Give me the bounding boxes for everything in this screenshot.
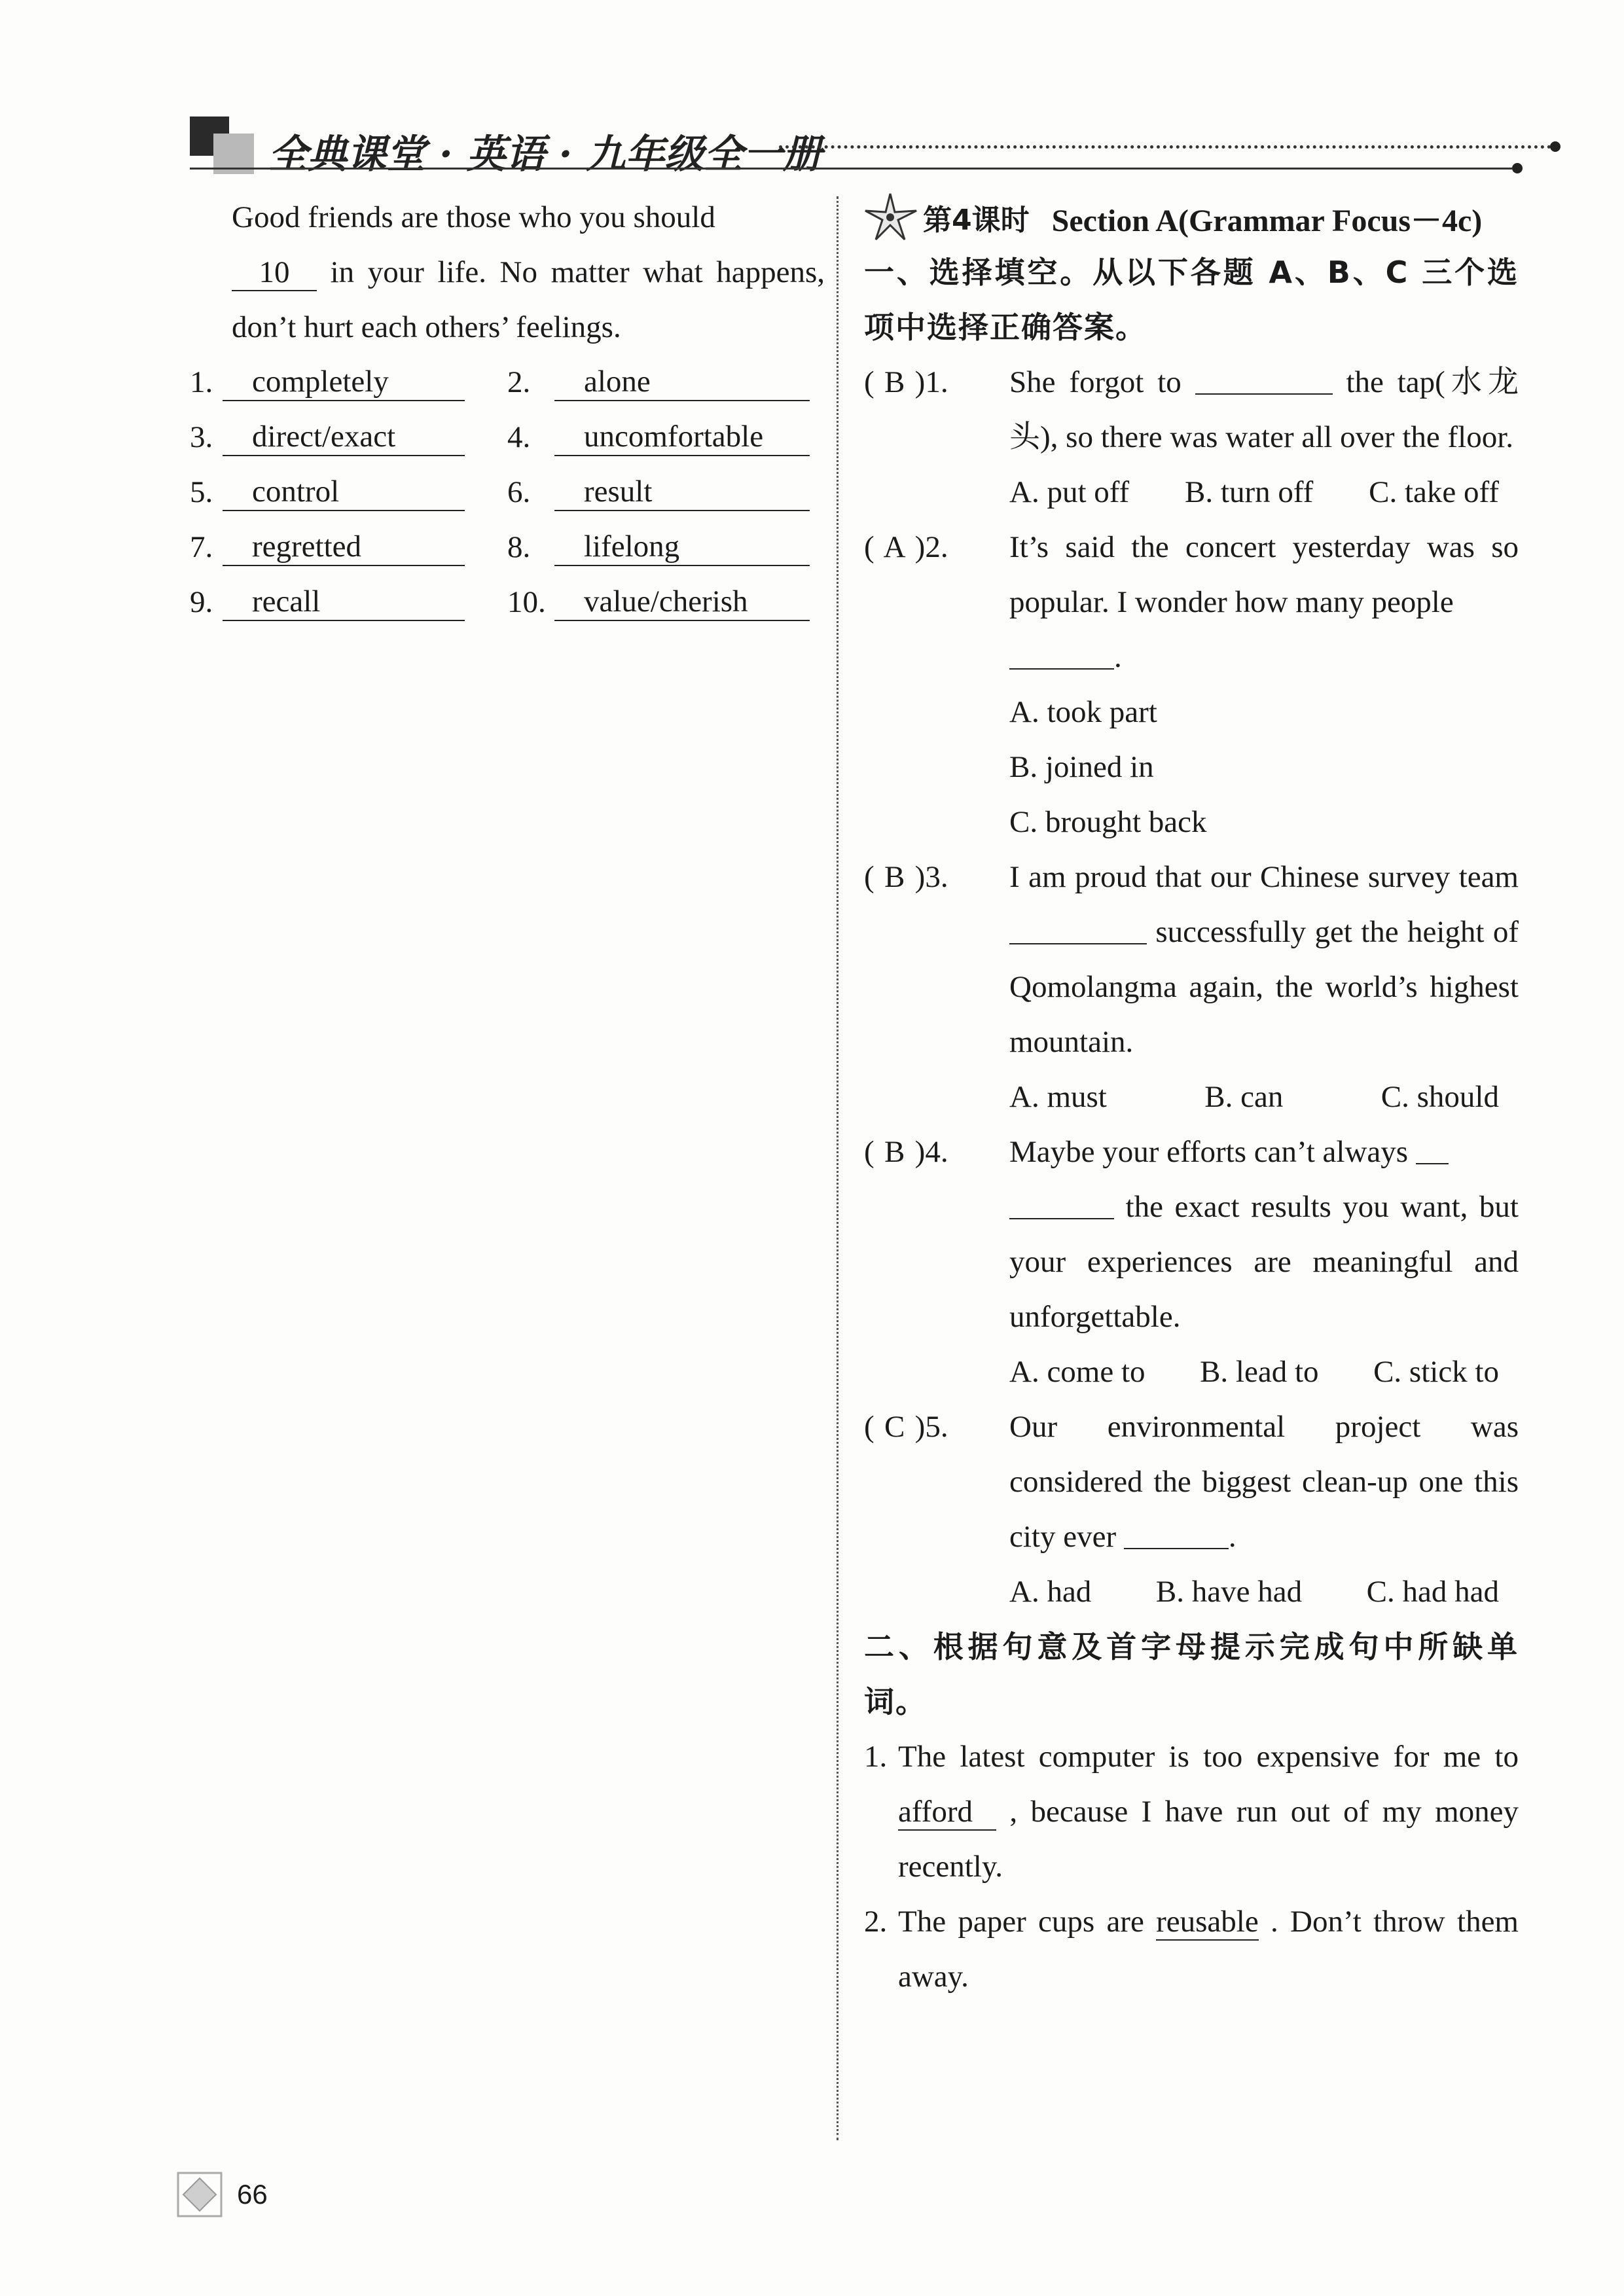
question-text-after: successfully get the height of Qomolangma again, the world’s highest mountain. xyxy=(1009,915,1519,1059)
fill-item xyxy=(864,1729,1519,1894)
answer-letter: A xyxy=(883,530,906,564)
passage-text-before: Good friends are those who you should xyxy=(232,200,715,234)
page-footer xyxy=(177,2172,268,2217)
question-text-after: the tap(水龙头), so there was water all over the floor. xyxy=(1009,365,1519,454)
question-text xyxy=(1009,355,1519,465)
option-c: C. take off xyxy=(1369,475,1499,509)
options-row xyxy=(864,1564,1519,1619)
option-a: A. took part xyxy=(1009,695,1157,729)
diamond-icon xyxy=(177,2172,223,2217)
fill-number: 2. xyxy=(864,1905,888,1939)
question-item xyxy=(864,355,1519,465)
answer-number: 6. xyxy=(507,475,531,509)
option-b: B. joined in xyxy=(1009,750,1154,784)
answer-blank xyxy=(1124,1517,1229,1549)
section-2-heading: 二、根据句意及首字母提示完成句中所缺单词。 xyxy=(864,1629,1519,1719)
answer-number: 7. xyxy=(190,529,213,564)
question-item xyxy=(864,1124,1519,1344)
fill-text-before: The latest computer is too expensive for me to xyxy=(898,1740,1519,1774)
option-b: B. turn off xyxy=(1185,475,1314,509)
answer-letter: B xyxy=(884,365,905,399)
answer-blank xyxy=(1195,363,1333,395)
answer-item xyxy=(507,473,825,511)
option-b: B. can xyxy=(1204,1080,1284,1114)
question-text xyxy=(1009,850,1519,1069)
answer-key xyxy=(190,355,825,630)
option-c: C. had had xyxy=(1366,1575,1499,1609)
answer-row xyxy=(190,410,825,465)
question-text-after: . xyxy=(1228,1520,1236,1554)
question-text xyxy=(1009,1399,1519,1564)
passage-text-after: in your life. No matter what happens, don’t hurt each others’ feelings. xyxy=(232,255,825,344)
answer-text: direct/exact xyxy=(223,418,465,456)
question-text-before: Our environmental project was considered the biggest clean-up one this city ever xyxy=(1009,1410,1519,1554)
fill-text xyxy=(898,1894,1519,2004)
header-rule xyxy=(190,168,1512,170)
header-title: 全典课堂 · 英语 · 九年级全一册 xyxy=(268,132,822,177)
option-a: A. must xyxy=(1009,1080,1107,1114)
fill-text-after: . Don’t throw them away. xyxy=(898,1905,1519,1994)
option-b: B. have had xyxy=(1155,1575,1303,1609)
answer-number: 9. xyxy=(190,584,213,619)
header-dotted-line xyxy=(779,145,1551,149)
answer-bracket: ( B )1. xyxy=(864,355,1009,465)
question-item xyxy=(864,850,1519,1069)
lesson-section: Section A(Grammar Focus－4c) xyxy=(1051,203,1483,238)
question-text-after: . xyxy=(1114,640,1122,674)
answer-number: 3. xyxy=(190,420,213,454)
fill-item xyxy=(864,1894,1519,2004)
sparkle-star-icon xyxy=(864,191,920,243)
question-text xyxy=(1009,520,1519,685)
answer-bracket: ( B )4. xyxy=(864,1124,1009,1344)
page-header xyxy=(190,117,1525,175)
question-number: 3. xyxy=(925,860,948,894)
question-text-before: It’s said the concert yesterday was so popular. I wonder how many people xyxy=(1009,530,1519,619)
question-text-after: the exact results you want, but your experiences are meaningful and unforgettable. xyxy=(1009,1190,1519,1334)
answer-item xyxy=(190,528,507,566)
header-dot xyxy=(1550,141,1561,152)
answer-number: 2. xyxy=(507,365,531,399)
option-a: A. come to xyxy=(1009,1355,1146,1389)
option-c: C. should xyxy=(1380,1080,1499,1114)
question-number: 4. xyxy=(925,1135,948,1169)
answer-bracket: ( C )5. xyxy=(864,1399,1009,1564)
answer-text: completely xyxy=(223,363,465,401)
answer-text: control xyxy=(223,473,465,511)
column-divider xyxy=(837,196,839,2140)
fill-answer: afford xyxy=(898,1794,996,1831)
answer-letter: B xyxy=(884,1135,905,1169)
lesson-number: 第4课时 xyxy=(923,204,1030,237)
option-a: A. put off xyxy=(1009,475,1130,509)
answer-blank xyxy=(1009,912,1147,944)
question-text-before: I am proud that our Chinese survey team xyxy=(1009,860,1519,894)
fill-text-before: The paper cups are xyxy=(898,1905,1144,1939)
answer-number: 8. xyxy=(507,529,531,564)
option-a: A. had xyxy=(1009,1575,1092,1609)
options-row xyxy=(864,1344,1519,1399)
question-text xyxy=(1009,1124,1519,1344)
answer-number: 5. xyxy=(190,475,213,509)
answer-letter: B xyxy=(884,860,905,894)
option-b: B. lead to xyxy=(1200,1355,1319,1389)
left-column xyxy=(190,190,825,630)
answer-text: value/cherish xyxy=(554,583,810,621)
answer-text: recall xyxy=(223,583,465,621)
option-c: C. brought back xyxy=(1009,805,1207,839)
answer-bracket: ( A )2. xyxy=(864,520,1009,685)
page-number: 66 xyxy=(237,2179,268,2210)
question-number: 2. xyxy=(925,530,948,564)
passage-ending xyxy=(190,190,825,355)
options-column xyxy=(864,685,1519,850)
answer-number: 1. xyxy=(190,365,213,399)
answer-text: uncomfortable xyxy=(554,418,810,456)
lesson-title xyxy=(864,190,1519,245)
question-number: 5. xyxy=(925,1410,948,1444)
section-1-heading: 一、选择填空。从以下各题 A、B、C 三个选项中选择正确答案。 xyxy=(864,255,1519,345)
answer-item xyxy=(507,363,825,401)
answer-text: alone xyxy=(554,363,810,401)
fill-text xyxy=(898,1729,1519,1894)
header-rule-dot xyxy=(1512,163,1523,173)
options-row xyxy=(864,1069,1519,1124)
question-item xyxy=(864,1399,1519,1564)
question-text-before: She forgot to xyxy=(1009,365,1182,399)
answer-text: lifelong xyxy=(554,528,810,566)
answer-bracket: ( B )3. xyxy=(864,850,1009,1069)
answer-item xyxy=(507,528,825,566)
question-item xyxy=(864,520,1519,685)
answer-row xyxy=(190,575,825,630)
answer-blank-continued xyxy=(1009,1187,1114,1219)
options-row xyxy=(864,465,1519,520)
answer-item xyxy=(190,418,507,456)
answer-number: 4. xyxy=(507,420,531,454)
fill-answer: reusable xyxy=(1156,1904,1259,1941)
option-c: C. stick to xyxy=(1373,1355,1499,1389)
fill-text-after: , because I have run out of my money recently. xyxy=(898,1795,1519,1884)
fill-number: 1. xyxy=(864,1740,888,1774)
answer-item xyxy=(507,418,825,456)
answer-item xyxy=(190,473,507,511)
answer-blank xyxy=(1009,637,1114,670)
answer-item xyxy=(190,583,507,621)
answer-number: 10. xyxy=(507,584,546,619)
answer-letter: C xyxy=(884,1410,905,1444)
answer-text: regretted xyxy=(223,528,465,566)
answer-blank xyxy=(1416,1132,1449,1164)
answer-text: result xyxy=(554,473,810,511)
answer-item xyxy=(190,363,507,401)
passage-blank-number: 10 xyxy=(232,256,317,291)
answer-row xyxy=(190,465,825,520)
answer-row xyxy=(190,355,825,410)
answer-item xyxy=(507,583,825,621)
answer-row xyxy=(190,520,825,575)
question-text-before: Maybe your efforts can’t always xyxy=(1009,1135,1409,1169)
question-number: 1. xyxy=(925,365,948,399)
right-column xyxy=(864,190,1519,2004)
